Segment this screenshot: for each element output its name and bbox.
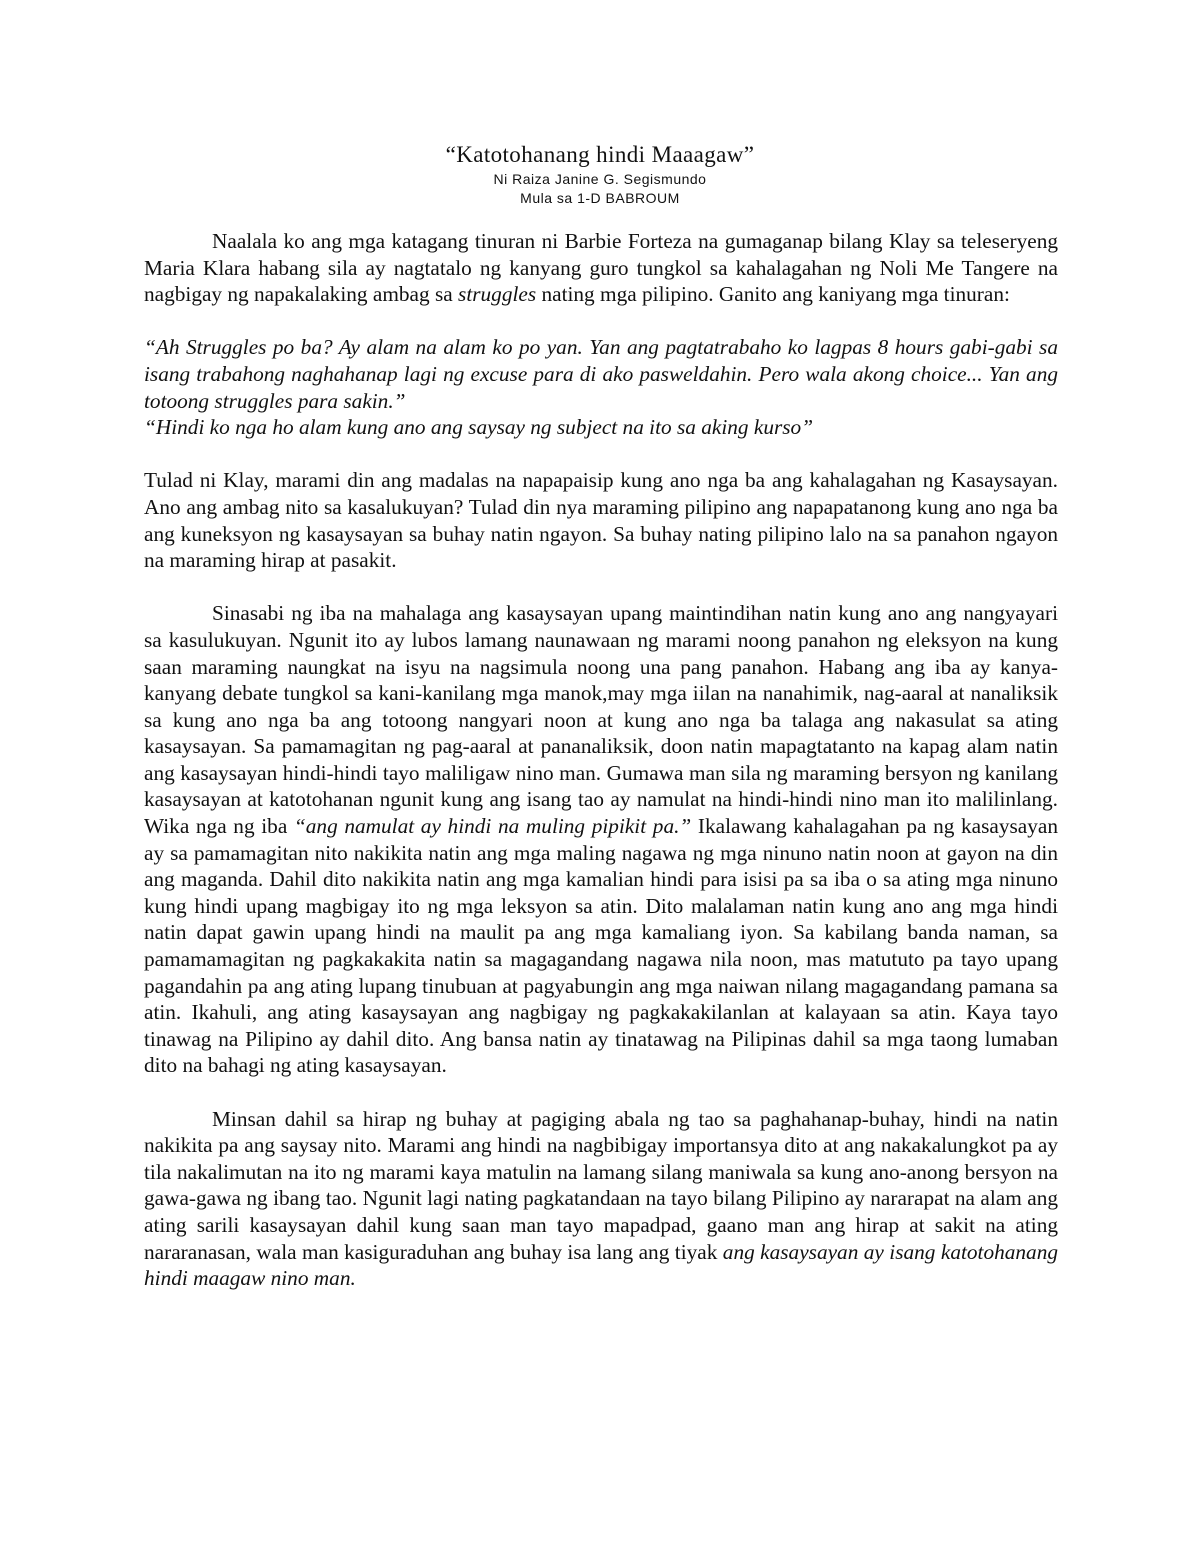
paragraph-conclusion-text: Minsan dahil sa hirap ng buhay at pagiging abala ng tao sa paghahanap-buhay, hindi na natin nakikita pa ang saysay nito. Marami ang hindi na nagbibigay importansya dito at ang nakakalungkot pa ay tila nakalimutan na ito ng marami kaya matulin na lamang silang maniwala sa kung ano-anong bersyon na gawa-gawa ng ibang tao. Ngunit lagi nating pagkatandaan na tayo bilang Pilipino ay nararapat na alam ang ating sarili kasaysayan dahil kung saan man tayo mapadpad, gaano man ang hirap at sakit na ating nararanasan, wala man kasiguraduhan ang buhay isa lang ang tiyak (144, 1106, 1058, 1264)
quote-block (144, 334, 1058, 440)
author-line: Ni Raiza Janine G. Segismundo (493, 171, 707, 187)
paragraph-importance-emphasis: “ang namulat ay hindi na muling pipikit pa.” (293, 814, 692, 839)
quote-first: “Ah Struggles po ba? Ay alam na alam ko po yan. Yan ang pagtatrabaho ko lagpas 8 hours gabi-gabi sa isang trabahong naghahanap lagi ng excuse para di ako pasweldahin. Pero wala akong choice... Yan ang totoong struggles para sakin.” (144, 335, 1058, 413)
paragraph-importance-text-a: Sinasabi ng iba na mahalaga ang kasaysayan upang maintindihan natin kung ano ang nangyayari sa kasulukuyan. Ngunit ito ay lubos lamang naunawaan ng marami noong panahon ng eleksyon na kung saan maraming naungkat na isyu na nagsimula noong una pang panahon. Habang ang iba ay kanya-kanyang debate tungkol sa kani-kanilang mga manok,may mga iilan na nanahimik, nag-aaral at nanaliksik sa kung ano nga ba ang totoong nangyari noon at kung ano nga ba talaga ang nakasulat sa ating kasaysayan. Sa pamamagitan ng pag-aaral at pananaliksik, doon natin mapagtatanto na kapag alam natin ang kasaysayan hindi-hindi tayo maliligaw nino man. Gumawa man sila ng maraming bersyon ng kanilang kasaysayan at katotohanan ngunit kung ang isang tao ay namulat na hindi-hindi nino man ito malilinlang. Wika nga ng iba (144, 601, 1058, 839)
paragraph-conclusion (144, 1106, 1058, 1292)
paragraph-intro-text-a: Naalala ko ang mga katagang tinuran ni Barbie Forteza na gumaganap bilang Klay sa teleseryeng Maria Klara habang sila ay nagtatalo ng kanyang guro tungkol sa kahalagahan ng Noli Me Tangere na nagbigay ng napakalaking ambag sa (144, 229, 1058, 307)
paragraph-intro (144, 228, 1058, 308)
essay-body (144, 228, 1058, 1318)
paragraph-importance-text-b: Ikalawang kahalagahan pa ng kasaysayan ay sa pamamagitan nito nakikita natin ang mga maling nagawa ng mga ninuno natin noon at gayon na din ang maganda. Dahil dito nakikita natin ang mga kamalian hindi para isisi pa sa iba o sa ating mga ninuno kung hindi upang magbigay ito ng mga leksyon sa atin. Dito malalaman natin kung ano ang mga hindi natin dapat gawin upang hindi na maulit pa ang mga kamaliang iyon. Sa kabilang banda naman, sa pamamamagitan ng pagkakakita natin sa magagandang nagawa nila noon, mas matututo pa tayo upang pagandahin pa ang ating lupang tinubuan at pagyabungin ang mga naiwan nilang magagandang pamana sa atin. Ikahuli, ang ating kasaysayan ang nagbigay ng pagkakakilanlan at kalayaan sa atin. Kaya tayo tinawag na Pilipino ay dahil dito. Ang bansa natin ay tinatawag na Pilipinas dahil sa mga taong lumaban dito na bahagi ng ating kasaysayan. (144, 814, 1058, 1078)
paragraph-klay: Tulad ni Klay, marami din ang madalas na napapaisip kung ano nga ba ang kahalagahan ng Kasaysayan. Ano ang ambag nito sa kasalukuyan? Tulad din nya maraming pilipino ang napapatanong kung ano nga ba ang kuneksyon ng kasaysayan sa buhay natin ngayon. Sa buhay nating pilipino lalo na sa panahon ngayon na maraming hirap at pasakit. (144, 468, 1058, 573)
source-line: Mula sa 1-D BABROUM (520, 190, 680, 206)
paragraph-conclusion-emphasis: ang kasaysayan ay isang katotohanang hindi maagaw nino man. (144, 1239, 1058, 1291)
paragraph-intro-text-b: nating mga pilipino. Ganito ang kaniyang mga tinuran: (536, 282, 1010, 307)
quote-second: “Hindi ko nga ho alam kung ano ang saysay ng subject na ito sa aking kurso” (144, 415, 814, 440)
paragraph-intro-emphasis: struggles (458, 282, 537, 307)
paragraph-importance (144, 600, 1058, 1079)
document-title: “Katotohanang hindi Maaagaw” (445, 142, 755, 167)
document-header (0, 140, 1200, 208)
